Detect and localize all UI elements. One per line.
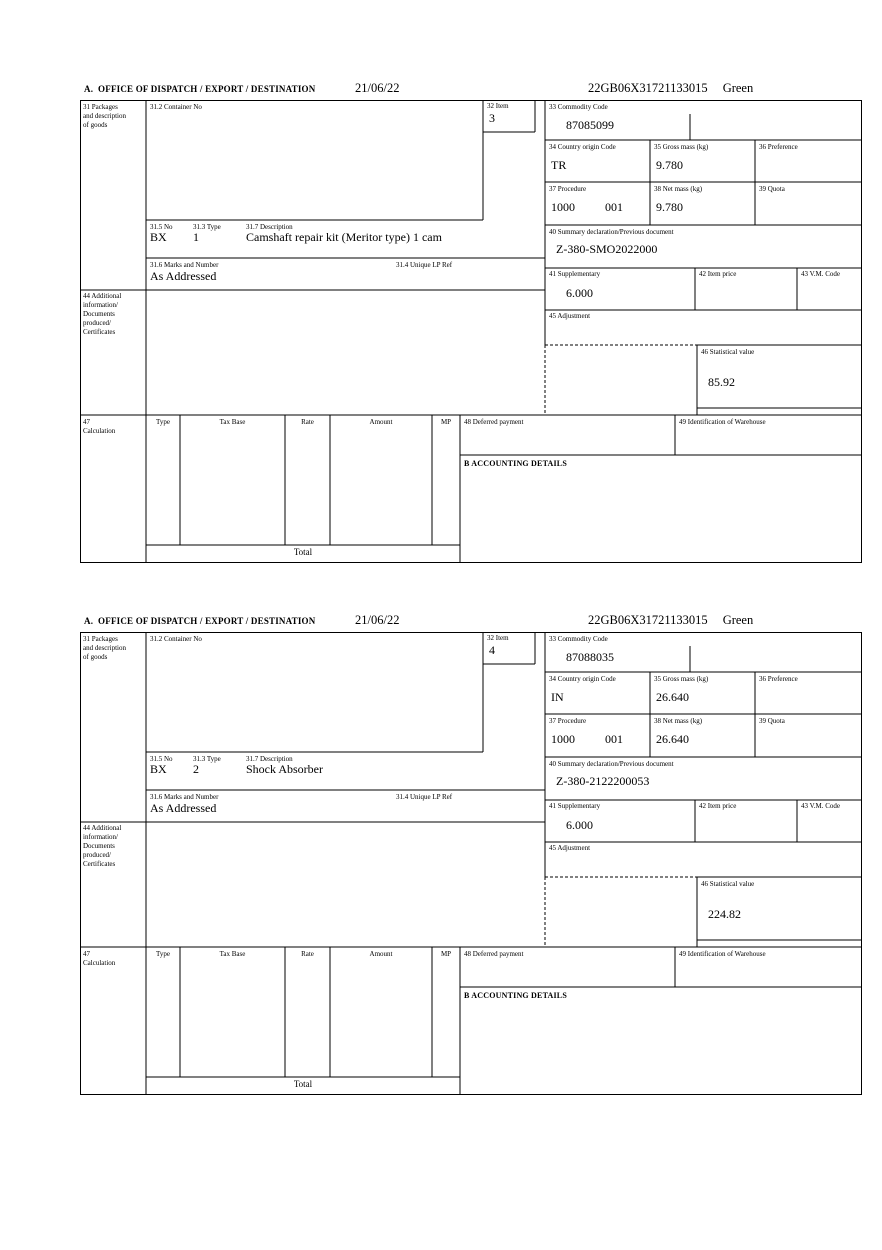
calc-column-rate-header: Rate	[301, 950, 314, 958]
grid-lines-graphic	[80, 632, 862, 1095]
routing-channel: Green	[722, 81, 754, 95]
box47-calculation-label: 47 Calculation	[83, 950, 116, 968]
box33-commodity-code-label: 33 Commodity Code	[549, 103, 608, 111]
box36-preference-label: 36 Preference	[759, 143, 798, 151]
supplementary-units-value: 6.000	[566, 286, 593, 300]
gross-mass-value: 26.640	[656, 690, 689, 704]
header-reference	[588, 81, 753, 96]
box38-net-mass-label: 38 Net mass (kg)	[654, 717, 703, 725]
packages-type-value: 1	[193, 230, 199, 244]
summary-declaration-value: Z-380-SMO2022000	[556, 242, 658, 256]
statistical-value: 224.82	[708, 907, 741, 921]
packages-no-value: BX	[150, 762, 167, 776]
supplementary-units-value: 6.000	[566, 818, 593, 832]
box31-7-description-label: 31.7 Description	[246, 755, 293, 763]
office-of-dispatch-label: A. OFFICE OF DISPATCH / EXPORT / DESTINATION	[84, 84, 316, 94]
declaration-date: 21/06/22	[355, 81, 400, 95]
accounting-details-label: B ACCOUNTING DETAILS	[464, 459, 567, 468]
box46-statistical-value-label: 46 Statistical value	[701, 880, 755, 888]
calc-column-tax-base-header: Tax Base	[219, 418, 246, 426]
box42-item-price-label: 42 Item price	[699, 270, 737, 278]
goods-description-value: Shock Absorber	[246, 762, 323, 776]
packages-no-value: BX	[150, 230, 167, 244]
box39-quota-label: 39 Quota	[759, 185, 785, 193]
box31-4-unique-lp-ref-label: 31.4 Unique LP Ref	[396, 261, 453, 269]
total-row-label: Total	[293, 547, 313, 557]
marks-and-number-value: As Addressed	[150, 269, 217, 283]
item-number-value: 3	[489, 111, 495, 125]
statistical-value: 85.92	[708, 375, 735, 389]
box31-packages-label: 31 Packages and description of goods	[83, 103, 126, 130]
gross-mass-value: 9.780	[656, 158, 683, 172]
box40-summary-declaration-label: 40 Summary declaration/Previous document	[549, 760, 674, 768]
box33-commodity-code-label: 33 Commodity Code	[549, 635, 608, 643]
mrn-value: 22GB06X31721133015	[588, 613, 708, 627]
box41-supplementary-label: 41 Supplementary	[549, 802, 601, 810]
calc-column-amount-header: Amount	[369, 950, 393, 958]
box32-item-label: 32 Item	[487, 634, 509, 642]
procedure-value: 1000	[551, 200, 575, 214]
declaration-item-section-2	[80, 612, 863, 1096]
box37-procedure-label: 37 Procedure	[549, 185, 587, 193]
total-row-label: Total	[293, 1079, 313, 1089]
mrn-value: 22GB06X31721133015	[588, 81, 708, 95]
calc-column-mp-header: MP	[440, 950, 452, 958]
box38-net-mass-label: 38 Net mass (kg)	[654, 185, 703, 193]
commodity-code-value: 87088035	[566, 650, 614, 664]
packages-type-value: 2	[193, 762, 199, 776]
net-mass-value: 26.640	[656, 732, 689, 746]
box48-deferred-payment-label: 48 Deferred payment	[464, 418, 524, 426]
calc-column-tax-base-header: Tax Base	[219, 950, 246, 958]
box35-gross-mass-label: 35 Gross mass (kg)	[654, 143, 709, 151]
box31-5-no-label: 31.5 No	[150, 223, 173, 231]
office-of-dispatch-label: A. OFFICE OF DISPATCH / EXPORT / DESTINATION	[84, 616, 316, 626]
box43-vm-code-label: 43 V.M. Code	[801, 270, 841, 278]
box32-item-label: 32 Item	[487, 102, 509, 110]
box37-procedure-label: 37 Procedure	[549, 717, 587, 725]
calc-column-type-header: Type	[156, 950, 170, 958]
box34-country-origin-label: 34 Country origin Code	[549, 143, 616, 151]
country-origin-value: IN	[551, 690, 564, 704]
box36-preference-label: 36 Preference	[759, 675, 798, 683]
box45-adjustment-label: 45 Adjustment	[549, 312, 591, 320]
header-reference	[588, 613, 753, 628]
box31-2-container-no-label: 31.2 Container No	[150, 103, 202, 111]
box31-2-container-no-label: 31.2 Container No	[150, 635, 202, 643]
calc-column-type-header: Type	[156, 418, 170, 426]
box44-additional-information-label: 44 Additional information/ Documents produced/ Certificates	[83, 824, 122, 869]
declaration-form-grid	[80, 100, 862, 563]
box40-summary-declaration-label: 40 Summary declaration/Previous document	[549, 228, 674, 236]
box31-6-marks-label: 31.6 Marks and Number	[150, 261, 219, 269]
box31-3-type-label: 31.3 Type	[193, 755, 221, 763]
country-origin-value: TR	[551, 158, 567, 172]
goods-description-value: Camshaft repair kit (Meritor type) 1 cam	[246, 230, 442, 244]
declaration-form-grid	[80, 632, 862, 1095]
box47-calculation-label: 47 Calculation	[83, 418, 116, 436]
procedure-extra-value: 001	[605, 732, 623, 746]
routing-channel: Green	[722, 613, 754, 627]
calc-column-amount-header: Amount	[369, 418, 393, 426]
declaration-item-section-1	[80, 80, 863, 564]
box43-vm-code-label: 43 V.M. Code	[801, 802, 841, 810]
box42-item-price-label: 42 Item price	[699, 802, 737, 810]
procedure-value: 1000	[551, 732, 575, 746]
procedure-extra-value: 001	[605, 200, 623, 214]
item-number-value: 4	[489, 643, 495, 657]
commodity-code-value: 87085099	[566, 118, 614, 132]
box31-packages-label: 31 Packages and description of goods	[83, 635, 126, 662]
marks-and-number-value: As Addressed	[150, 801, 217, 815]
box49-warehouse-label: 49 Identification of Warehouse	[679, 418, 766, 426]
box48-deferred-payment-label: 48 Deferred payment	[464, 950, 524, 958]
box45-adjustment-label: 45 Adjustment	[549, 844, 591, 852]
box41-supplementary-label: 41 Supplementary	[549, 270, 601, 278]
box31-4-unique-lp-ref-label: 31.4 Unique LP Ref	[396, 793, 453, 801]
summary-declaration-value: Z-380-2122200053	[556, 774, 650, 788]
box31-3-type-label: 31.3 Type	[193, 223, 221, 231]
box49-warehouse-label: 49 Identification of Warehouse	[679, 950, 766, 958]
box31-7-description-label: 31.7 Description	[246, 223, 293, 231]
net-mass-value: 9.780	[656, 200, 683, 214]
box31-6-marks-label: 31.6 Marks and Number	[150, 793, 219, 801]
box31-5-no-label: 31.5 No	[150, 755, 173, 763]
box34-country-origin-label: 34 Country origin Code	[549, 675, 616, 683]
grid-lines-graphic	[80, 100, 862, 563]
box46-statistical-value-label: 46 Statistical value	[701, 348, 755, 356]
box35-gross-mass-label: 35 Gross mass (kg)	[654, 675, 709, 683]
box44-additional-information-label: 44 Additional information/ Documents produced/ Certificates	[83, 292, 122, 337]
declaration-date: 21/06/22	[355, 613, 400, 627]
calc-column-mp-header: MP	[440, 418, 452, 426]
box39-quota-label: 39 Quota	[759, 717, 785, 725]
calc-column-rate-header: Rate	[301, 418, 314, 426]
accounting-details-label: B ACCOUNTING DETAILS	[464, 991, 567, 1000]
